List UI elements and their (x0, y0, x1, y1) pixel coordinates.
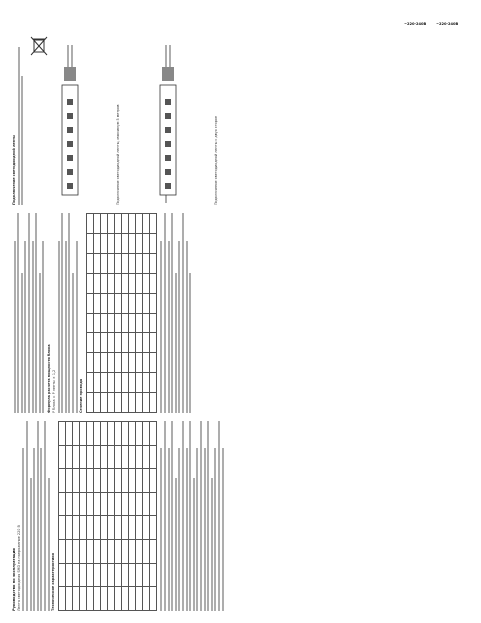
cable-table (86, 213, 157, 413)
voltage-label-b: ~220-240В (436, 22, 459, 26)
column-diagrams (12, 21, 467, 205)
section-connection-b: Подключение светодиодной ленты с двух сторон (214, 115, 218, 205)
formula: P блока = P ленты × 1,2 (51, 369, 56, 413)
doc-title: Руководство по эксплуатации (12, 548, 16, 611)
spec-table (58, 421, 157, 611)
rotated-sheet (12, 21, 467, 611)
cable-table-heading: Сечение провода (79, 378, 84, 413)
column-instructions (12, 213, 467, 413)
section-connection-a: Подключение светодиодной ленты, максимум 5 метров (116, 104, 120, 205)
doc-subtitle: Лента светодиодная SMD на напряжение 220 В (16, 525, 21, 611)
diagram-double-connection (130, 21, 210, 205)
voltage-label-a: ~220-240В (404, 22, 427, 26)
diagram-single-connection (32, 21, 112, 205)
section-power-supply: Подключение светодиодной ленты (12, 134, 16, 205)
column-specs (12, 421, 467, 611)
spec-table-heading: Технические характеристики (51, 553, 56, 611)
formula-title: Формула расчета мощности блока (47, 344, 52, 413)
